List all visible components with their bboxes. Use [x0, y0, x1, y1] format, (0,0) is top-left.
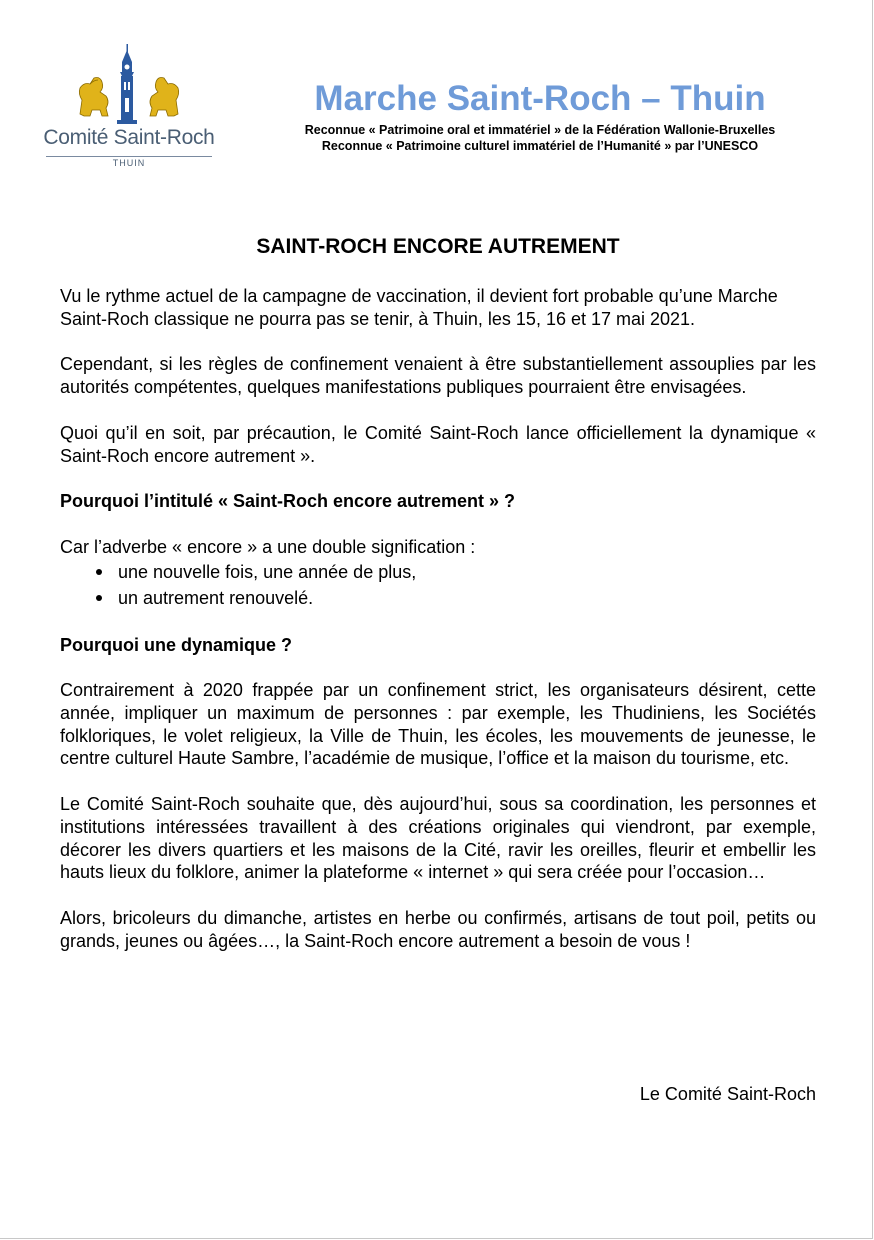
paragraph-appel: Alors, bricoleurs du dimanche, artistes en herbe ou confirmés, artisans de tout poil, petits ou grands, jeunes ou âgées…, la Saint-Roch encore autrement a besoin de vous !: [60, 907, 816, 951]
heading-pourquoi-dynamique: Pourquoi une dynamique ?: [60, 634, 293, 655]
signature: Le Comité Saint-Roch: [639, 1084, 816, 1104]
heading-pourquoi-intitule: Pourquoi l’intitulé « Saint-Roch encore autrement » ?: [60, 491, 516, 512]
paragraph-vaccination: Vu le rythme actuel de la campagne de vaccination, il devient fort probable qu’une Marche Saint-Roch classique ne pourra pas se tenir, à Thuin, les 15, 16 et 17 mai 2021.: [60, 286, 778, 329]
document-body: [60, 285, 816, 975]
header-recognition-line-2: Reconnue « Patrimoine culturel immatériel de l’Humanité » par l’UNESCO: [321, 139, 759, 153]
list-item: une nouvelle fois, une année de plus,: [118, 559, 816, 585]
paragraph-souhait: Le Comité Saint-Roch souhaite que, dès aujourd’hui, sous sa coordination, les personnes et institutions intéressées travaillent à des créations originales qui viendront, par exemple, décorer les divers quartiers et les maisons de la Cité, ravir les oreilles, fleurir et embellir les hauts lieux du folklore, animer la plateforme « internet » qui sera créée pour l’occasion…: [60, 794, 816, 883]
header-title: Marche Saint-Roch – Thuin: [314, 79, 766, 118]
document-title: SAINT-ROCH ENCORE AUTREMENT: [256, 235, 620, 258]
right-lion-icon: [150, 78, 179, 117]
logo-name: Comité Saint-Roch: [43, 126, 215, 149]
logo-subtitle: THUIN: [112, 158, 146, 168]
paragraph-confinement: Cependant, si les règles de confinement venaient à être substantiellement assouplies par les autorités compétentes, quelques manifestations publiques pourraient être envisagées.: [60, 354, 816, 398]
list-item: un autrement renouvelé.: [118, 585, 816, 611]
bullet-list: [60, 559, 816, 611]
paragraph-adverbe: Car l’adverbe « encore » a une double signification :: [60, 536, 476, 557]
tower-and-lions-emblem: [70, 44, 188, 124]
paragraph-dynamique: Quoi qu’il en soit, par précaution, le Comité Saint-Roch lance officiellement la dynamique « Saint-Roch encore autrement ».: [60, 422, 816, 466]
header-recognition-line-1: Reconnue « Patrimoine oral et immatériel » de la Fédération Wallonie-Bruxelles: [304, 123, 776, 137]
left-lion-icon: [79, 78, 108, 117]
comite-saint-roch-logo: [40, 44, 218, 172]
logo-divider: [46, 156, 212, 157]
paragraph-contrairement: Contrairement à 2020 frappée par un confinement strict, les organisateurs désirent, cette année, impliquer un maximum de personnes : par exemple, les Thudiniens, les Sociétés folkloriques, le volet religieux, la Ville de Thuin, les écoles, les mouvements de jeunesse, le centre culturel Haute Sambre, l’académie de musique, l’office et la maison du tourisme, etc.: [60, 680, 816, 769]
